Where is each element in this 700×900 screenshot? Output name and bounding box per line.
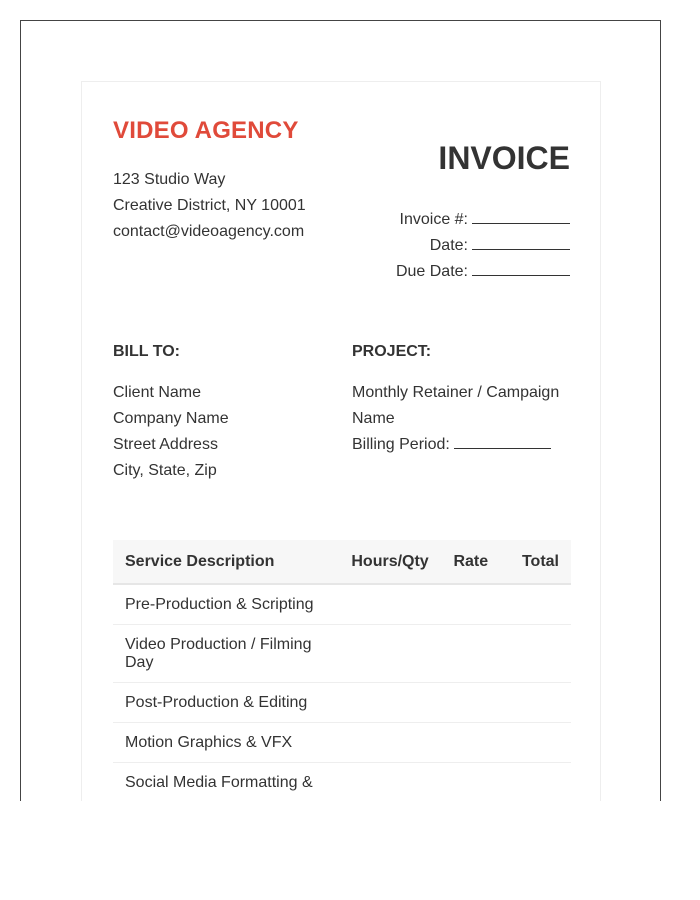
client-name: Client Name <box>113 384 202 401</box>
city-state-zip: City, State, Zip <box>113 462 217 479</box>
total-cell <box>499 683 571 723</box>
services-table <box>113 540 571 801</box>
header-hours-qty: Hours/Qty <box>337 540 443 584</box>
invoice-date-row <box>396 233 570 259</box>
hours-qty-cell <box>337 625 443 683</box>
header-rate: Rate <box>443 540 498 584</box>
service-description: Post-Production & Editing <box>113 683 337 723</box>
invoice-meta <box>396 207 570 285</box>
agency-address <box>113 167 306 245</box>
service-description: Video Production / Filming Day <box>113 625 337 683</box>
due-date-blank <box>472 261 570 276</box>
rate-cell <box>443 625 498 683</box>
street-address: Street Address <box>113 436 218 453</box>
address-line-street: 123 Studio Way <box>113 171 226 188</box>
billing-period-label: Billing Period: <box>352 436 450 453</box>
invoice-sheet <box>81 81 601 801</box>
invoice-number-label: Invoice #: <box>399 211 468 228</box>
rate-cell <box>443 723 498 763</box>
header-service-description: Service Description <box>113 540 337 584</box>
agency-name: VIDEO AGENCY <box>113 117 299 144</box>
table-row <box>113 584 571 625</box>
header-total: Total <box>499 540 571 584</box>
total-cell <box>499 763 571 802</box>
bill-to-details <box>113 380 229 484</box>
invoice-date-label: Date: <box>429 237 468 254</box>
invoice-date-blank <box>472 235 570 250</box>
address-line-city: Creative District, NY 10001 <box>113 197 306 214</box>
service-description: Motion Graphics & VFX <box>113 723 337 763</box>
rate-cell <box>443 763 498 802</box>
project-name: Monthly Retainer / Campaign Name <box>352 384 560 427</box>
table-header-row <box>113 540 571 584</box>
service-description: Social Media Formatting & <box>113 763 337 802</box>
hours-qty-cell <box>337 584 443 625</box>
due-date-row <box>396 259 570 285</box>
billing-period-row <box>352 432 582 458</box>
invoice-number-blank <box>472 209 570 224</box>
service-description: Pre-Production & Scripting <box>113 584 337 625</box>
table-row <box>113 625 571 683</box>
invoice-number-row <box>396 207 570 233</box>
table-row <box>113 683 571 723</box>
billing-period-blank <box>454 434 551 449</box>
total-cell <box>499 625 571 683</box>
rate-cell <box>443 683 498 723</box>
hours-qty-cell <box>337 683 443 723</box>
table-row <box>113 723 571 763</box>
rate-cell <box>443 584 498 625</box>
address-line-email: contact@videoagency.com <box>113 223 305 240</box>
page-frame <box>20 20 661 801</box>
company-name: Company Name <box>113 410 229 427</box>
total-cell <box>499 723 571 763</box>
table-row <box>113 763 571 802</box>
bill-to-heading: BILL TO: <box>113 343 180 360</box>
total-cell <box>499 584 571 625</box>
due-date-label: Due Date: <box>395 263 468 280</box>
hours-qty-cell <box>337 723 443 763</box>
project-details <box>352 380 582 458</box>
hours-qty-cell <box>337 763 443 802</box>
project-heading: PROJECT: <box>352 343 432 360</box>
invoice-title: INVOICE <box>438 140 570 176</box>
